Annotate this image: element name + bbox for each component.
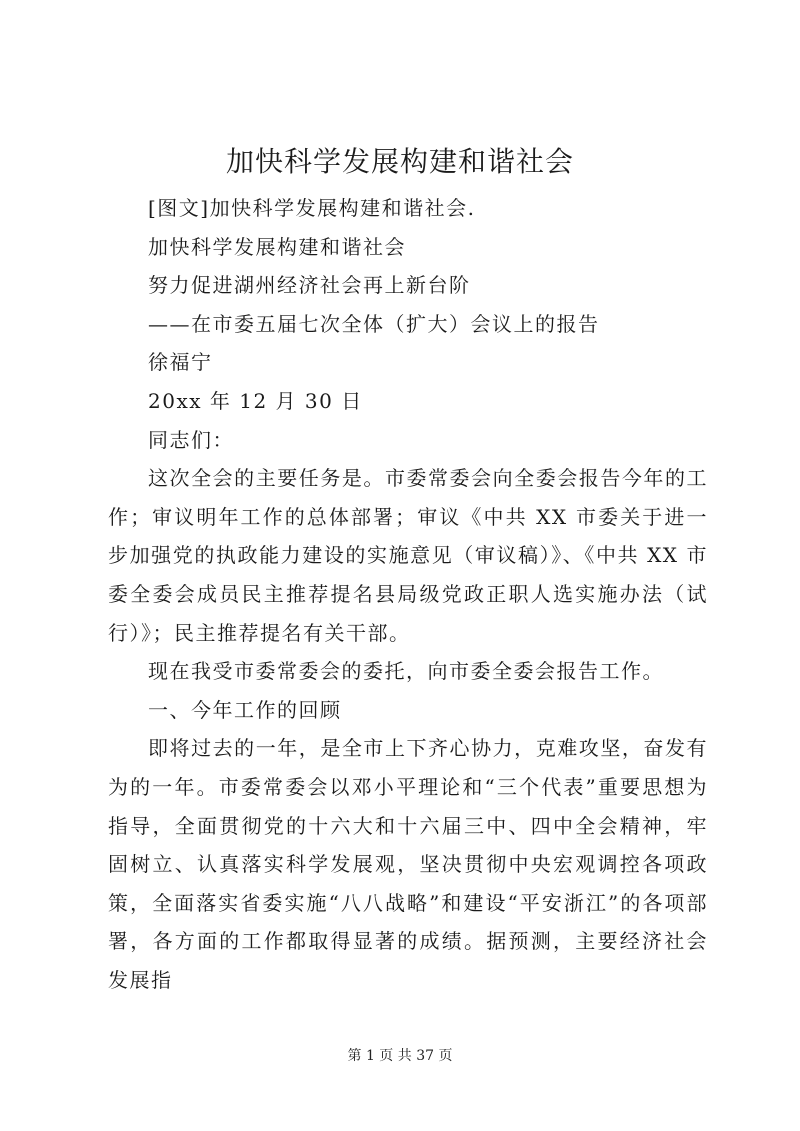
paragraph-date: 20xx 年 12 月 30 日 — [148, 388, 363, 413]
paragraph-occasion: ——在市委五届七次全体（扩大）会议上的报告 — [148, 311, 600, 336]
paragraph-main-title: 加快科学发展构建和谐社会 — [148, 234, 406, 259]
paragraph-salutation: 同志们： — [148, 427, 234, 452]
page-footer: 第 1 页 共 37 页 — [347, 1048, 453, 1064]
document-title: 加快科学发展构建和谐社会 — [225, 145, 574, 178]
paragraph-subtitle: 努力促进湖州经济社会再上新台阶 — [148, 273, 471, 298]
paragraph-body: 现在我受市委常委会的委托，向市委全委会报告工作。 — [148, 659, 664, 684]
paragraph-author: 徐福宁 — [148, 350, 213, 375]
paragraph-source-line: [图文]加快科学发展构建和谐社会. — [148, 196, 476, 220]
document-body — [108, 189, 708, 999]
paragraph-body: 这次全会的主要任务是。市委常委会向全委会报告今年的工作；审议明年工作的总体部署；审议《中共 XX 市委关于进一步加强党的执政能力建设的实施意见（审议稿）》、《中共 XX 市委全委会成员民主推荐提名县局级党政正职人选实施办法（试行）》；民主推荐提名有关干部。 — [108, 466, 708, 645]
section-heading: 一、今年工作的回顾 — [148, 697, 342, 722]
paragraph-body: 即将过去的一年，是全市上下齐心协力，克难攻坚，奋发有为的一年。市委常委会以邓小平理论和“三个代表”重要思想为指导，全面贯彻党的十六大和十六届三中、四中全会精神，牢固树立、认真落实科学发展观，坚决贯彻中央宏观调控各项政策，全面落实省委实施“八八战略”和建设“平安浙江”的各项部署，各方面的工作都取得显著的成绩。据预测，主要经济社会发展指 — [108, 736, 708, 992]
